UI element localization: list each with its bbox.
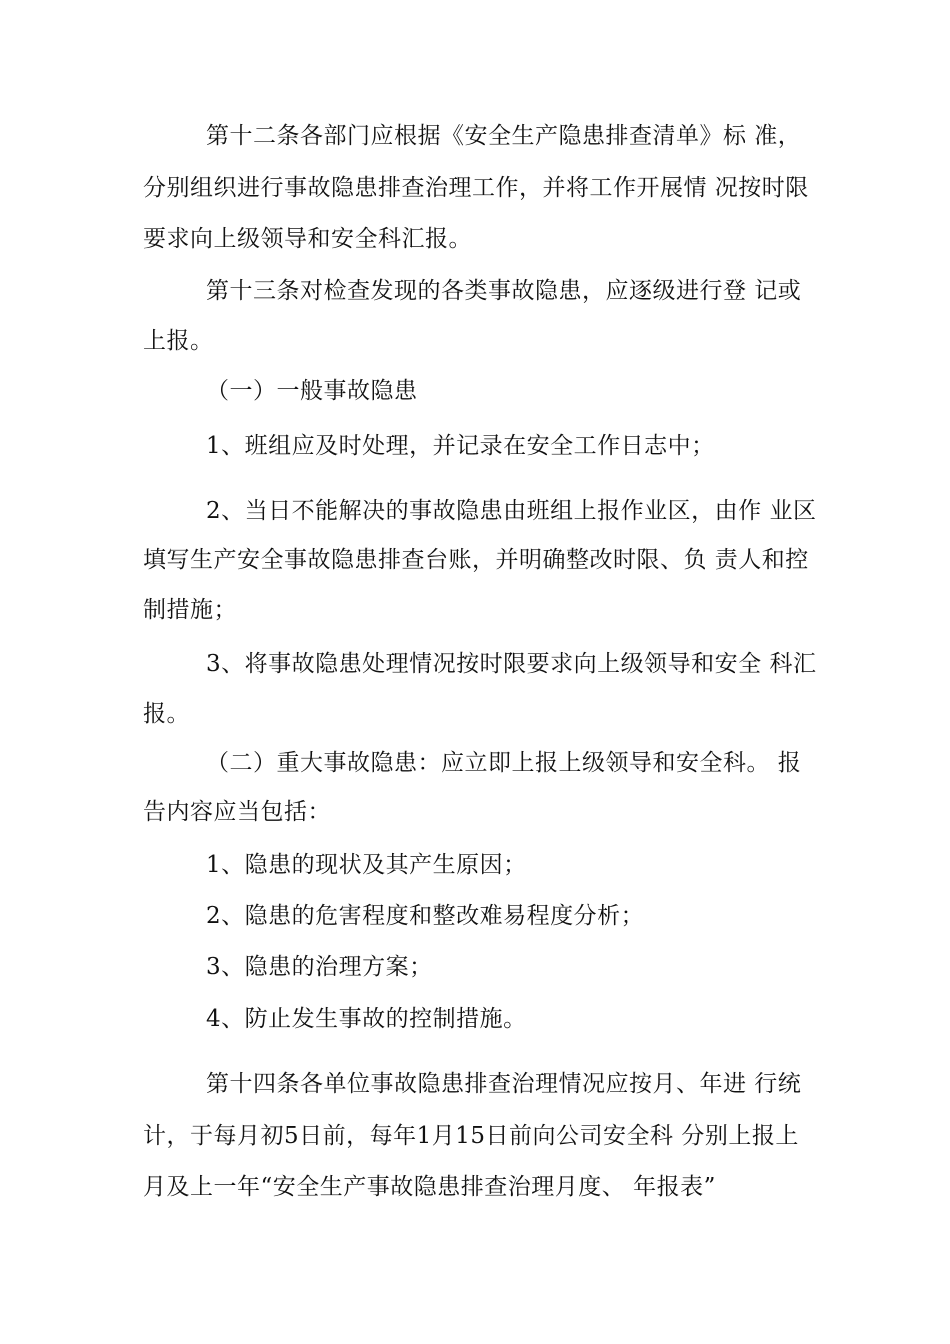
list-item: 2、当日不能解决的事故隐患由班组上报作业区，由作 业区 [206, 498, 817, 524]
paragraph-line: 第十三条对检查发现的各类事故隐患，应逐级进行登 记或 [206, 278, 802, 304]
paragraph-line: 告内容应当包括： [143, 799, 331, 825]
paragraph-line: 制措施； [143, 597, 237, 623]
list-item: 3、将事故隐患处理情况按时限要求向上级领导和安全 科汇 [206, 651, 817, 677]
list-item: 1、隐患的现状及其产生原因； [206, 852, 527, 878]
list-item: 4、防止发生事故的控制措施。 [206, 1006, 527, 1032]
list-item: 2、隐患的危害程度和整改难易程度分析； [206, 903, 645, 929]
list-item: 1、班组应及时处理，并记录在安全工作日志中； [206, 433, 715, 459]
paragraph-line: 计，于每月初5日前，每年1月15日前向公司安全科 分别上报上 [143, 1123, 799, 1149]
paragraph-line: 月及上一年“安全生产事故隐患排查治理月度、 年报表” [143, 1174, 716, 1200]
paragraph-line: 报。 [143, 701, 190, 727]
list-item: 3、隐患的治理方案； [206, 954, 433, 980]
paragraph-line: 要求向上级领导和安全科汇报。 [143, 226, 472, 252]
paragraph-line: 填写生产安全事故隐患排查台账，并明确整改时限、负 责人和控 [143, 547, 809, 573]
section-heading: （二）重大事故隐患：应立即上报上级领导和安全科。 报 [206, 750, 802, 776]
paragraph-line: 分别组织进行事故隐患排查治理工作，并将工作开展情 况按时限 [143, 175, 809, 201]
section-heading: （一）一般事故隐患 [206, 378, 418, 404]
paragraph-line: 上报。 [143, 328, 214, 354]
paragraph-line: 第十二条各部门应根据《安全生产隐患排查清单》标 准， [206, 123, 802, 149]
paragraph-line: 第十四条各单位事故隐患排查治理情况应按月、年进 行统 [206, 1071, 802, 1097]
